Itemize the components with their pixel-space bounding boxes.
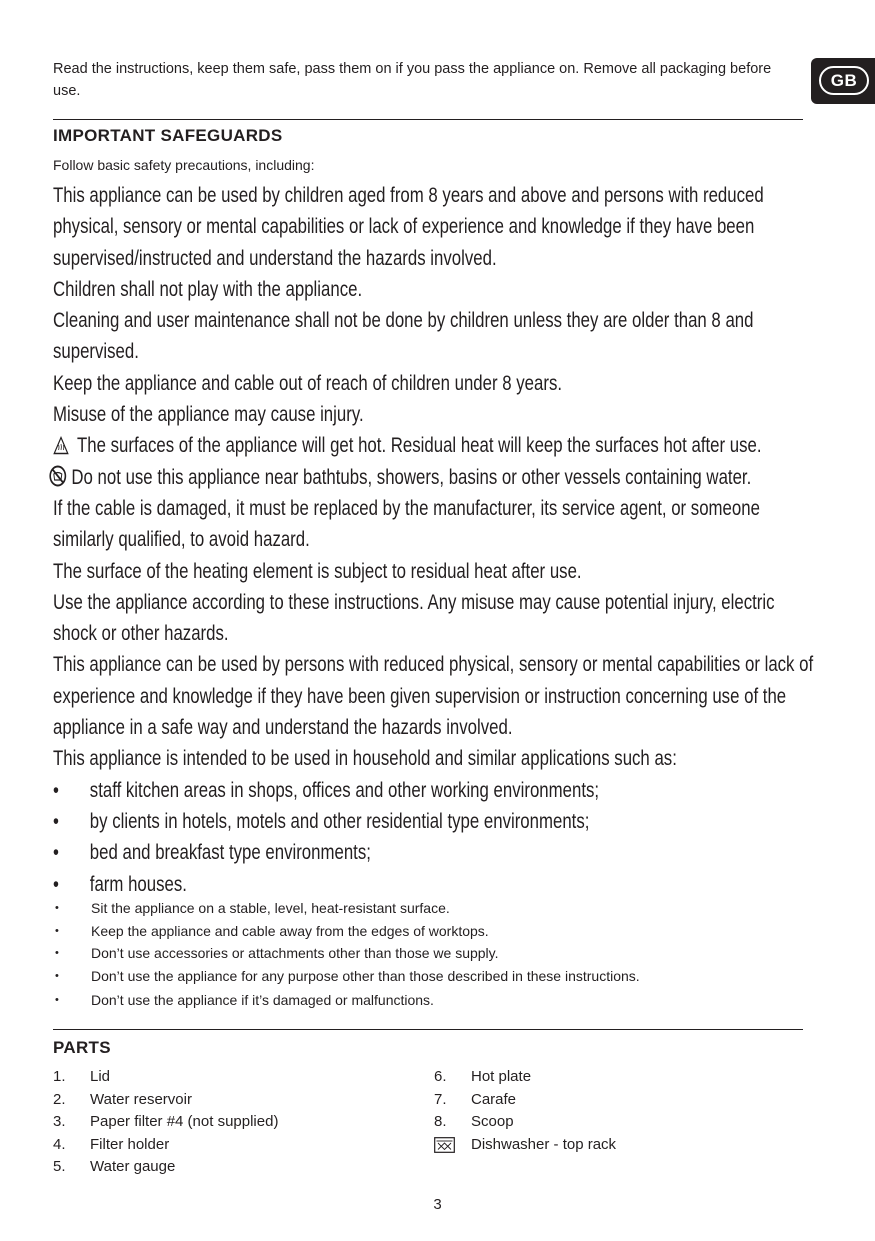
safety-bullet-list: [53, 897, 640, 1012]
safeguards-body: [53, 180, 813, 900]
safeguard-line: similarly qualified, to avoid hazard.: [53, 528, 310, 552]
safeguards-subtitle: Follow basic safety precautions, including:: [53, 157, 315, 173]
hot-surface-warning-icon: [53, 433, 69, 464]
safeguard-line: physical, sensory or mental capabilities or lack of experience and knowledge if they have been: [53, 215, 755, 239]
part-item: 6. Hot plate: [434, 1068, 532, 1085]
no-water-icon: [49, 465, 67, 496]
divider: [53, 119, 803, 120]
safeguard-line: Keep the appliance and cable out of reach of children under 8 years.: [53, 371, 563, 395]
language-badge-label: GB: [819, 66, 869, 95]
intro-text: Read the instructions, keep them safe, pass them on if you pass the appliance on. Remove all packaging before use.: [53, 61, 772, 99]
part-item: 4. Filter holder: [53, 1135, 170, 1153]
part-item: 7. Carafe: [434, 1090, 517, 1108]
part-item: 1. Lid: [53, 1068, 111, 1085]
safeguard-line: experience and knowledge if they have been given supervision or instruction concerning use of the: [53, 684, 787, 708]
hot-surface-warning: [53, 430, 817, 461]
safeguard-line: supervised.: [53, 340, 139, 364]
water-warning: [49, 462, 817, 493]
part-item: 3. Paper filter #4 (not supplied): [53, 1113, 279, 1130]
water-warning-text: Do not use this appliance near bathtubs, showers, basins or other vessels containing water.: [71, 465, 752, 489]
safeguard-line: supervised/instructed and understand the hazards involved.: [53, 246, 497, 270]
safeguards-title: IMPORTANT SAFEGUARDS: [53, 126, 283, 145]
dishwasher-item: [434, 1134, 616, 1157]
safeguard-line: The surface of the heating element is subject to residual heat after use.: [53, 559, 582, 583]
parts-list-left: [53, 1066, 278, 1179]
usage-bullet: • bed and breakfast type environments;: [53, 841, 371, 865]
list-item: • Sit the appliance on a stable, level, heat-resistant surface.: [55, 900, 450, 916]
language-badge: [811, 58, 875, 104]
safeguard-line: shock or other hazards.: [53, 622, 229, 646]
dishwasher-label: Dishwasher - top rack: [471, 1135, 617, 1153]
dishwasher-icon: [434, 1137, 455, 1160]
safeguard-line: Misuse of the appliance may cause injury.: [53, 403, 364, 427]
safeguard-line: This appliance is intended to be used in household and similar applications such as:: [53, 747, 677, 771]
list-item: • Keep the appliance and cable away from the edges of worktops.: [55, 922, 489, 939]
list-item: • Don’t use the appliance if it’s damaged or malfunctions.: [55, 992, 434, 1009]
part-item: 8. Scoop: [434, 1113, 514, 1130]
part-item: 5. Water gauge: [53, 1158, 176, 1175]
safeguard-line: Children shall not play with the appliance.: [53, 277, 363, 301]
safeguard-line: This appliance can be used by children aged from 8 years and above and persons with reduced: [53, 184, 764, 207]
usage-bullet: • by clients in hotels, motels and other residential type environments;: [53, 809, 590, 833]
list-item: • Don’t use the appliance for any purpose other than those described in these instructions.: [55, 967, 640, 984]
safeguard-line: If the cable is damaged, it must be replaced by the manufacturer, its service agent, or someone: [53, 496, 760, 520]
usage-bullet: • farm houses.: [53, 872, 187, 896]
page-number: 3: [433, 1196, 442, 1213]
parts-list-right: [434, 1066, 616, 1156]
list-item: • Don’t use accessories or attachments other than those we supply.: [55, 945, 499, 962]
safeguard-line: Use the appliance according to these instructions. Any misuse may cause potential injury, electric: [53, 590, 775, 614]
hot-surface-warning-text: The surfaces of the appliance will get hot. Residual heat will keep the surfaces hot after use.: [77, 434, 762, 458]
safeguard-line: appliance in a safe way and understand the hazards involved.: [53, 716, 513, 740]
part-item: 2. Water reservoir: [53, 1090, 192, 1108]
parts-title: PARTS: [53, 1038, 111, 1057]
safeguard-line: Cleaning and user maintenance shall not be done by children unless they are older than 8 and: [53, 309, 754, 333]
usage-bullet: • staff kitchen areas in shops, offices and other working environments;: [53, 778, 600, 802]
divider: [53, 1029, 803, 1030]
safeguard-line: This appliance can be used by persons with reduced physical, sensory or mental capabilities or lack of: [53, 653, 814, 677]
